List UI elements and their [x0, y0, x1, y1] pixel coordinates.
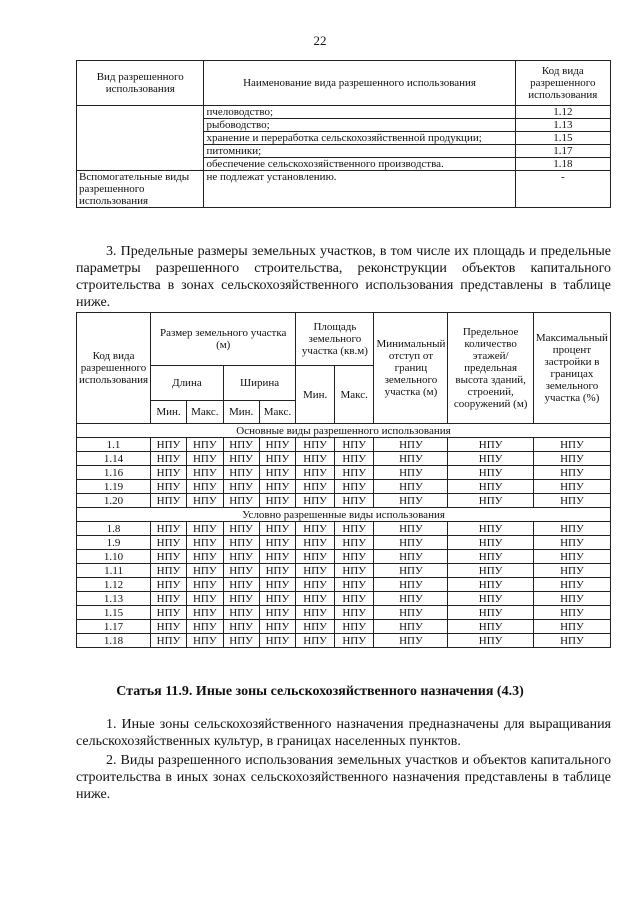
limit-cell: НПУ	[151, 634, 187, 648]
limit-cell: НПУ	[151, 536, 187, 550]
header-coverage: Максимальный процент застройки в границах земельного участка (%)	[533, 313, 610, 424]
limit-cell: НПУ	[334, 592, 374, 606]
section-title-conditional: Условно разрешенные виды использования	[77, 508, 611, 522]
limit-cell: НПУ	[334, 620, 374, 634]
limit-cell: НПУ	[374, 620, 448, 634]
limit-cell: НПУ	[186, 564, 223, 578]
limit-cell: НПУ	[259, 606, 296, 620]
header-area-max: Макс.	[334, 366, 374, 424]
limit-cell: НПУ	[448, 592, 533, 606]
table-row	[77, 550, 611, 564]
limit-cell: НПУ	[296, 480, 335, 494]
limit-cell: НПУ	[151, 466, 187, 480]
table-row	[77, 466, 611, 480]
limit-cell: НПУ	[448, 466, 533, 480]
header-width-max: Макс.	[259, 401, 296, 424]
limit-cell: НПУ	[296, 550, 335, 564]
limit-cell: НПУ	[296, 578, 335, 592]
aux-use-name: не подлежат установлению.	[204, 171, 515, 208]
limit-cell: НПУ	[533, 592, 610, 606]
limit-cell: НПУ	[223, 466, 259, 480]
table-cell	[77, 106, 204, 171]
limit-cell: НПУ	[259, 634, 296, 648]
header-length: Длина	[151, 366, 224, 401]
limit-cell: НПУ	[374, 592, 448, 606]
limit-cell: НПУ	[334, 536, 374, 550]
limit-cell: НПУ	[334, 452, 374, 466]
use-name: рыбоводство;	[204, 119, 515, 132]
limit-cell: НПУ	[296, 564, 335, 578]
table-header-row	[77, 313, 611, 366]
header-use-kind: Вид разрешенного использования	[77, 61, 204, 106]
limit-cell: НПУ	[186, 438, 223, 452]
limit-cell: НПУ	[151, 578, 187, 592]
limit-cell: НПУ	[374, 480, 448, 494]
limit-cell: НПУ	[334, 438, 374, 452]
limit-cell: НПУ	[223, 536, 259, 550]
limit-cell: НПУ	[374, 634, 448, 648]
use-code: 1.15	[515, 132, 610, 145]
limit-cell: НПУ	[223, 522, 259, 536]
limit-cell: НПУ	[334, 494, 374, 508]
row-code: 1.19	[77, 480, 151, 494]
limit-cell: НПУ	[186, 606, 223, 620]
limit-cell: НПУ	[296, 466, 335, 480]
use-code: 1.17	[515, 145, 610, 158]
section-title-main: Основные виды разрешенного использования	[77, 424, 611, 438]
table-row	[77, 438, 611, 452]
limit-cell: НПУ	[259, 452, 296, 466]
limit-cell: НПУ	[259, 522, 296, 536]
limit-cell: НПУ	[374, 466, 448, 480]
header-width: Ширина	[223, 366, 296, 401]
table-row	[77, 494, 611, 508]
limit-cell: НПУ	[151, 438, 187, 452]
limit-cell: НПУ	[533, 578, 610, 592]
header-area: Площадь земельного участка (кв.м)	[296, 313, 374, 366]
limit-cell: НПУ	[223, 438, 259, 452]
paragraph-3: 3. Предельные размеры земельных участков, в том числе их площадь и предельные параметры разрешенного строительства, реконструкции объектов капитального строительства в зонах сельскохозяйственного использования представлены в таблице ниже.	[76, 244, 611, 310]
limit-cell: НПУ	[374, 550, 448, 564]
limit-cell: НПУ	[296, 620, 335, 634]
table-row	[77, 522, 611, 536]
limit-cell: НПУ	[223, 620, 259, 634]
limit-cell: НПУ	[448, 480, 533, 494]
limits-table	[76, 312, 611, 648]
limit-cell: НПУ	[448, 606, 533, 620]
table-row	[77, 480, 611, 494]
limit-cell: НПУ	[151, 522, 187, 536]
row-code: 1.16	[77, 466, 151, 480]
limit-cell: НПУ	[334, 564, 374, 578]
limit-cell: НПУ	[448, 550, 533, 564]
use-name: хранение и переработка сельскохозяйственной продукции;	[204, 132, 515, 145]
limit-cell: НПУ	[296, 452, 335, 466]
table-row	[77, 452, 611, 466]
limit-cell: НПУ	[259, 592, 296, 606]
limit-cell: НПУ	[533, 522, 610, 536]
limit-cell: НПУ	[533, 466, 610, 480]
limit-cell: НПУ	[334, 550, 374, 564]
limit-cell: НПУ	[223, 564, 259, 578]
limit-cell: НПУ	[296, 536, 335, 550]
row-code: 1.11	[77, 564, 151, 578]
limit-cell: НПУ	[223, 578, 259, 592]
limit-cell: НПУ	[374, 438, 448, 452]
table-row	[77, 620, 611, 634]
limit-cell: НПУ	[533, 620, 610, 634]
header-floors: Предельное количество этажей/ предельная высота зданий, строений, сооружений (м)	[448, 313, 533, 424]
limit-cell: НПУ	[186, 466, 223, 480]
use-code: 1.12	[515, 106, 610, 119]
limit-cell: НПУ	[151, 606, 187, 620]
limit-cell: НПУ	[186, 578, 223, 592]
limit-cell: НПУ	[374, 578, 448, 592]
limit-cell: НПУ	[151, 480, 187, 494]
limit-cell: НПУ	[259, 564, 296, 578]
limit-cell: НПУ	[533, 606, 610, 620]
limit-cell: НПУ	[533, 452, 610, 466]
limit-cell: НПУ	[296, 494, 335, 508]
section-row	[77, 424, 611, 438]
limit-cell: НПУ	[448, 438, 533, 452]
limit-cell: НПУ	[448, 536, 533, 550]
limit-cell: НПУ	[259, 578, 296, 592]
page-number: 22	[313, 33, 327, 48]
table-row	[77, 606, 611, 620]
limit-cell: НПУ	[186, 592, 223, 606]
limit-cell: НПУ	[296, 634, 335, 648]
row-code: 1.17	[77, 620, 151, 634]
use-name: питомники;	[204, 145, 515, 158]
limit-cell: НПУ	[186, 620, 223, 634]
limit-cell: НПУ	[533, 494, 610, 508]
limit-cell: НПУ	[296, 592, 335, 606]
limit-cell: НПУ	[186, 522, 223, 536]
limit-cell: НПУ	[186, 480, 223, 494]
limit-cell: НПУ	[259, 480, 296, 494]
limit-cell: НПУ	[223, 452, 259, 466]
paragraph-1: 1. Иные зоны сельскохозяйственного назначения предназначены для выращивания сельскохозяйственных культур, в границах населенных пунктов.	[76, 717, 611, 749]
limit-cell: НПУ	[151, 620, 187, 634]
limit-cell: НПУ	[151, 494, 187, 508]
limit-cell: НПУ	[374, 606, 448, 620]
row-code: 1.18	[77, 634, 151, 648]
limit-cell: НПУ	[186, 550, 223, 564]
use-code: 1.18	[515, 158, 610, 171]
limit-cell: НПУ	[448, 522, 533, 536]
use-name: пчеловодство;	[204, 106, 515, 119]
limit-cell: НПУ	[296, 438, 335, 452]
row-code: 1.12	[77, 578, 151, 592]
limit-cell: НПУ	[334, 522, 374, 536]
row-code: 1.1	[77, 438, 151, 452]
row-code: 1.10	[77, 550, 151, 564]
row-code: 1.9	[77, 536, 151, 550]
header-area-min: Мин.	[296, 366, 335, 424]
table-row	[77, 634, 611, 648]
table-row	[77, 592, 611, 606]
row-code: 1.13	[77, 592, 151, 606]
limit-cell: НПУ	[259, 550, 296, 564]
limit-cell: НПУ	[334, 480, 374, 494]
limit-cell: НПУ	[374, 452, 448, 466]
limit-cell: НПУ	[186, 452, 223, 466]
permitted-use-table	[76, 60, 611, 208]
limit-cell: НПУ	[448, 452, 533, 466]
limit-cell: НПУ	[374, 522, 448, 536]
limit-cell: НПУ	[533, 564, 610, 578]
table-row	[77, 106, 611, 119]
limit-cell: НПУ	[533, 550, 610, 564]
row-code: 1.15	[77, 606, 151, 620]
limit-cell: НПУ	[223, 592, 259, 606]
limit-cell: НПУ	[533, 536, 610, 550]
limit-cell: НПУ	[334, 634, 374, 648]
header-length-min: Мин.	[151, 401, 187, 424]
limit-cell: НПУ	[448, 494, 533, 508]
limit-cell: НПУ	[448, 578, 533, 592]
limit-cell: НПУ	[374, 494, 448, 508]
limit-cell: НПУ	[151, 550, 187, 564]
aux-use-code: -	[515, 171, 610, 208]
row-code: 1.14	[77, 452, 151, 466]
limit-cell: НПУ	[374, 564, 448, 578]
limit-cell: НПУ	[259, 536, 296, 550]
header-code: Код вида разрешенного использования	[77, 313, 151, 424]
limit-cell: НПУ	[374, 536, 448, 550]
limit-cell: НПУ	[259, 494, 296, 508]
limit-cell: НПУ	[448, 620, 533, 634]
limit-cell: НПУ	[223, 634, 259, 648]
paragraph-2: 2. Виды разрешенного использования земельных участков и объектов капитального строительства в иных зонах сельскохозяйственного назначения представлены в таблице ниже.	[76, 753, 611, 802]
limit-cell: НПУ	[533, 480, 610, 494]
limit-cell: НПУ	[151, 564, 187, 578]
limit-cell: НПУ	[259, 620, 296, 634]
main-uses-rows	[77, 438, 611, 508]
section-row	[77, 508, 611, 522]
limit-cell: НПУ	[151, 452, 187, 466]
limit-cell: НПУ	[223, 606, 259, 620]
conditional-uses-rows	[77, 522, 611, 648]
use-name: обеспечение сельскохозяйственного производства.	[204, 158, 515, 171]
limit-cell: НПУ	[296, 606, 335, 620]
limit-cell: НПУ	[334, 578, 374, 592]
limit-cell: НПУ	[334, 606, 374, 620]
row-code: 1.8	[77, 522, 151, 536]
header-use-code: Код вида разрешенного использования	[515, 61, 610, 106]
limit-cell: НПУ	[151, 592, 187, 606]
header-size: Размер земельного участка (м)	[151, 313, 296, 366]
header-length-max: Макс.	[186, 401, 223, 424]
aux-use-kind: Вспомогательные виды разрешенного использования	[77, 171, 204, 208]
limit-cell: НПУ	[186, 494, 223, 508]
table-row	[77, 564, 611, 578]
limit-cell: НПУ	[259, 438, 296, 452]
table-header-row	[77, 61, 611, 106]
use-code: 1.13	[515, 119, 610, 132]
table-row	[77, 171, 611, 208]
row-code: 1.20	[77, 494, 151, 508]
limit-cell: НПУ	[223, 550, 259, 564]
limit-cell: НПУ	[533, 438, 610, 452]
table-row	[77, 578, 611, 592]
limit-cell: НПУ	[223, 494, 259, 508]
limit-cell: НПУ	[448, 634, 533, 648]
limit-cell: НПУ	[334, 466, 374, 480]
header-width-min: Мин.	[223, 401, 259, 424]
limit-cell: НПУ	[186, 634, 223, 648]
article-heading: Статья 11.9. Иные зоны сельскохозяйственного назначения (4.3)	[116, 684, 524, 699]
header-setback: Минимальный отступ от границ земельного участка (м)	[374, 313, 448, 424]
header-use-name: Наименование вида разрешенного использования	[204, 61, 515, 106]
limit-cell: НПУ	[448, 564, 533, 578]
limit-cell: НПУ	[259, 466, 296, 480]
limit-cell: НПУ	[186, 536, 223, 550]
limit-cell: НПУ	[533, 634, 610, 648]
table-row	[77, 536, 611, 550]
limit-cell: НПУ	[296, 522, 335, 536]
limit-cell: НПУ	[223, 480, 259, 494]
